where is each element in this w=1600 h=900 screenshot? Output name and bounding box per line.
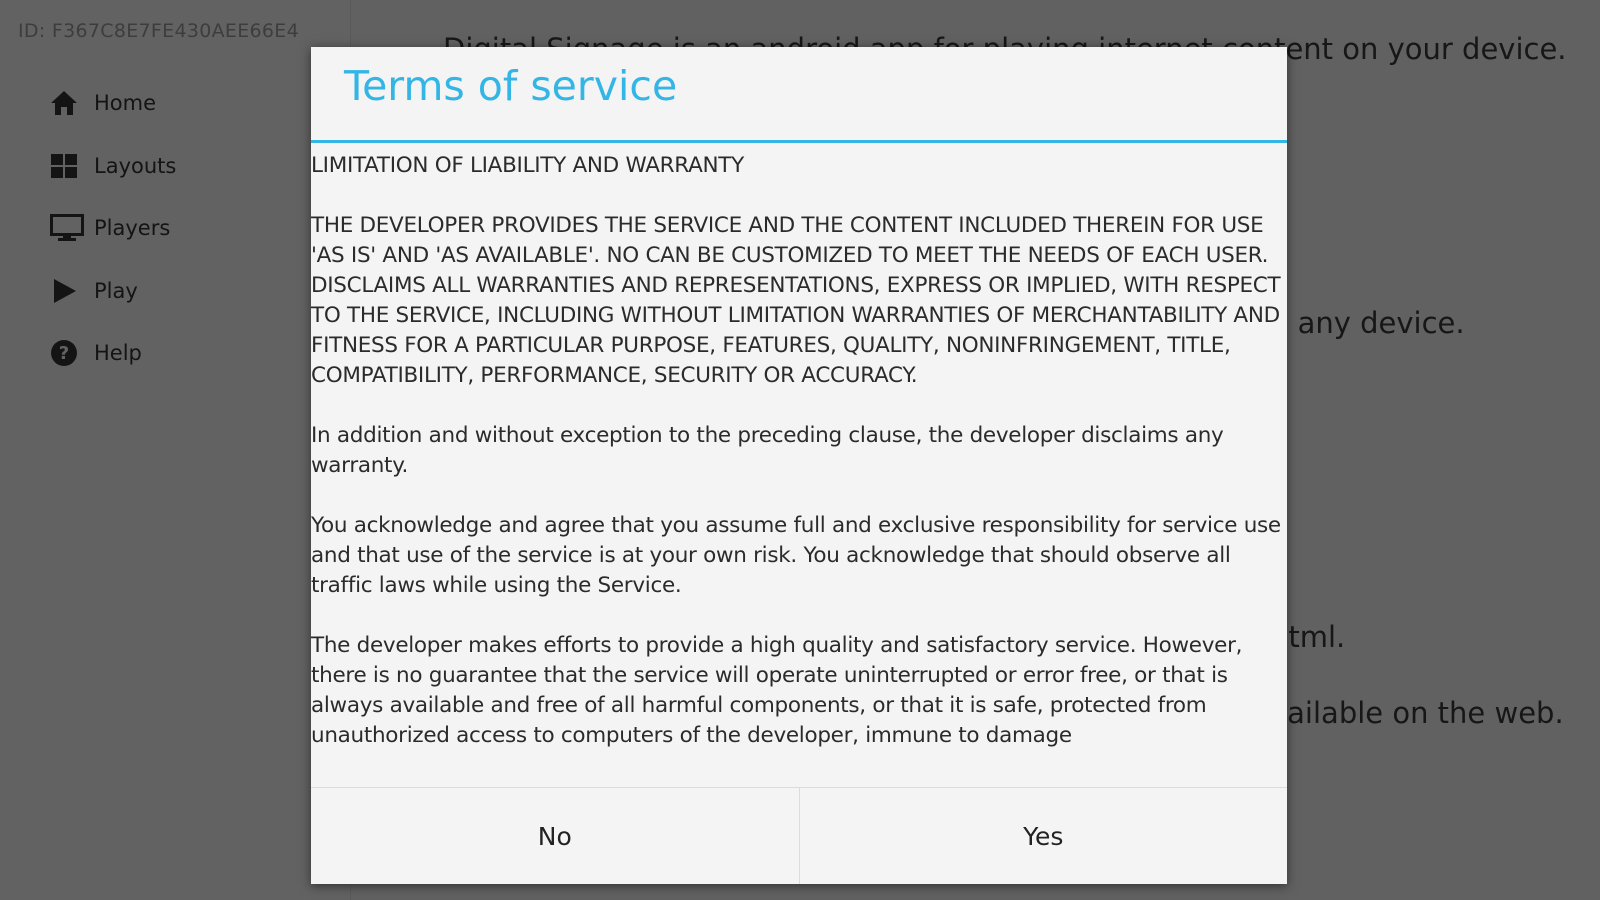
terms-dialog <box>311 47 1287 884</box>
dialog-button-bar <box>311 787 1287 884</box>
yes-button[interactable]: Yes <box>799 788 1288 884</box>
terms-paragraph: In addition and without exception to the preceding clause, the developer disclaims any warranty. <box>311 423 1224 478</box>
terms-paragraph: You acknowledge and agree that you assume full and exclusive responsibility for service use and that use of the service is at your own risk. You acknowledge that should observe all traffic laws while using the Service. <box>311 513 1281 598</box>
terms-paragraph: The developer makes efforts to provide a high quality and satisfactory service. However, there is no guarantee that the service will operate uninterrupted or error free, or that is always available and free of all harmful components, or that it is safe, protected from unauthorized access to computers of the developer, immune to damage <box>311 633 1243 748</box>
no-button[interactable]: No <box>537 821 572 851</box>
terms-heading: LIMITATION OF LIABILITY AND WARRANTY <box>311 153 744 178</box>
terms-scroll-area[interactable] <box>311 143 1287 835</box>
dialog-title: Terms of service <box>344 62 678 110</box>
terms-paragraph: THE DEVELOPER PROVIDES THE SERVICE AND THE CONTENT INCLUDED THEREIN FOR USE 'AS IS' AND 'AS AVAILABLE'. NO CAN BE CUSTOMIZED TO MEET THE NEEDS OF EACH USER. DISCLAIMS ALL WARRANTIES AND REPRESENTATIONS, EXPRESS OR IMPLIED, WITH RESPECT TO THE SERVICE, INCLUDING WITHOUT LIMITATION WARRANTIES OF MERCHANTABILITY AND FITNESS FOR A PARTICULAR PURPOSE, FEATURES, QUALITY, NONINFRINGEMENT, TITLE, COMPATIBILITY, PERFORMANCE, SECURITY OR ACCURACY. <box>311 213 1281 388</box>
